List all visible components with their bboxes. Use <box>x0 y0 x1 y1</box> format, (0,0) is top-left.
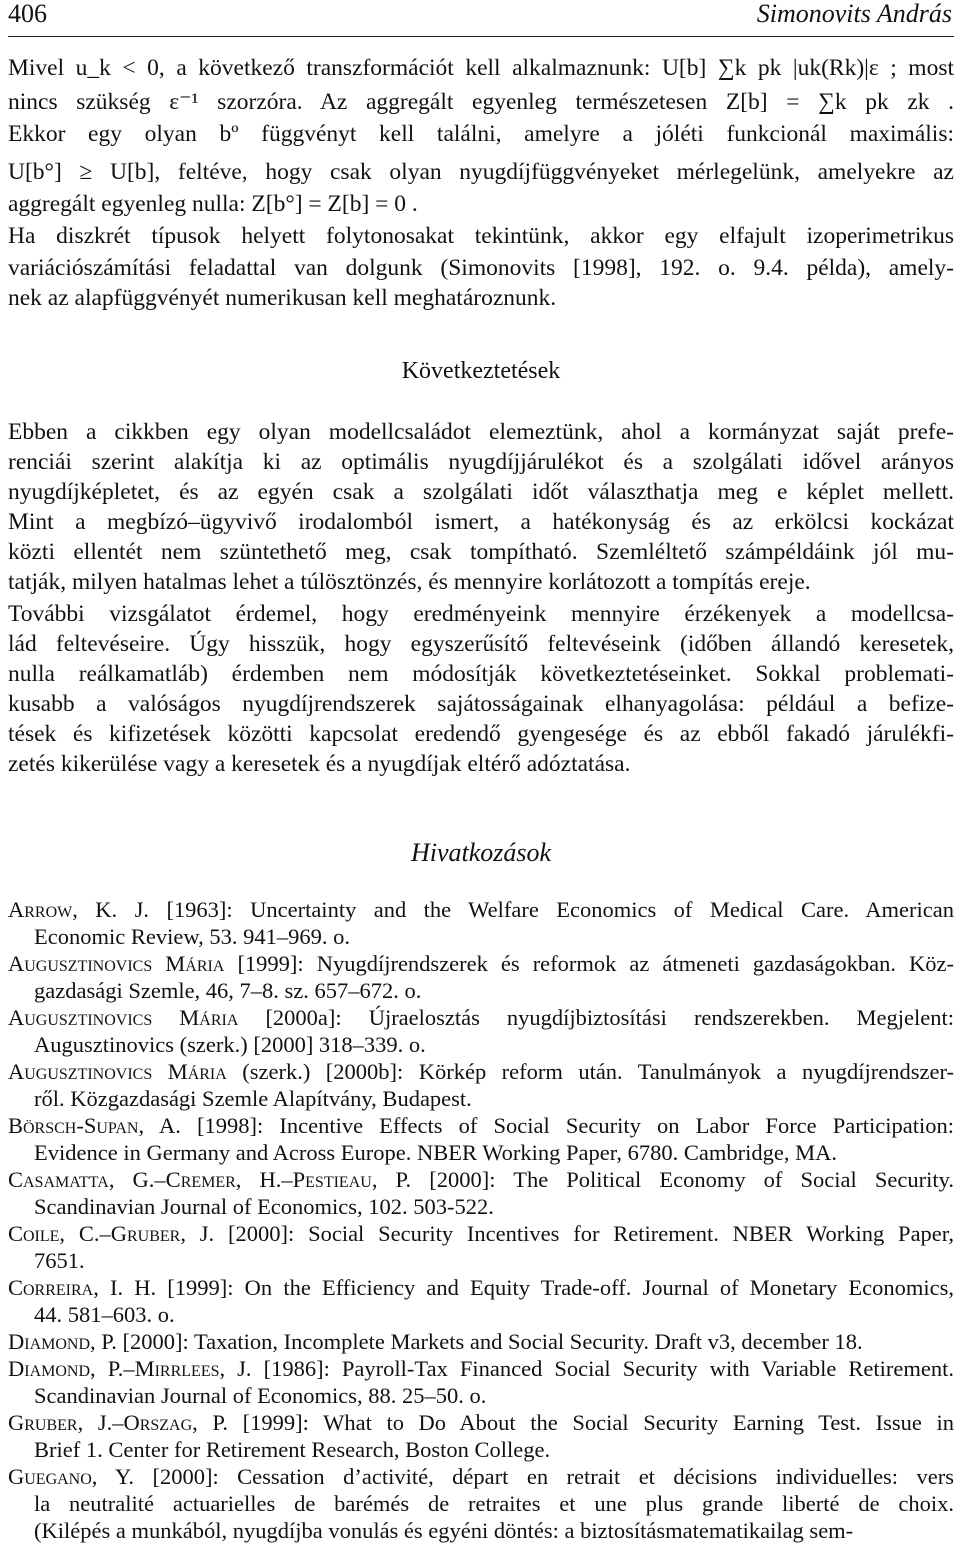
reference-author: Augusztinovics Mária <box>8 1059 227 1084</box>
page-header <box>8 0 954 37</box>
reference-first-line <box>8 1274 954 1302</box>
reference-text: Brief 1. Center for Retirement Research, Boston College. <box>34 1437 551 1462</box>
reference-text: [1999]: On the Efficiency and Equity Trade-off. Journal of Monetary Economics, <box>167 1275 954 1300</box>
reference-text: [2000a]: Újraelosztás nyugdíjbiztosítási rendszerekben. Megjelent: <box>265 1005 954 1030</box>
reference-author: Augusztinovics Mária <box>8 951 225 976</box>
text-line: Mint a megbízó–ügyvivő irodalomból ismert, a hatékonyság és az erkölcsi kockázat <box>8 509 954 535</box>
reference-text: (szerk.) [2000b]: Körkép reform után. Tanulmányok a nyugdíjrendszer- <box>242 1059 954 1084</box>
reference-first-line <box>8 1004 954 1032</box>
text-line: nincs szükség ε⁻¹ szorzóra. Az aggregált egyenleg természetesen Z[b] = ∑k pk zk . <box>8 89 954 115</box>
reference-continuation-line <box>34 1436 954 1464</box>
text-line: zetés kikerülése vagy a keresetek és a nyugdíjak eltérő adóztatása. <box>8 751 631 777</box>
reference-author: Arrow, K. J. <box>8 897 149 922</box>
reference-first-line <box>8 950 954 978</box>
reference-text: la neutralité actuarielles de barémés de retraites et une plus grande liberté de choix. <box>34 1491 954 1516</box>
text-line: tések és kifizetések közötti kapcsolat eredendő gyengesége és az ebből fakadó járulékfi- <box>8 721 954 747</box>
reference-author: Correira, I. H. <box>8 1275 157 1300</box>
reference-author: Diamond, P. <box>8 1329 117 1354</box>
reference-first-line <box>8 1220 954 1248</box>
text-line: További vizsgálatot érdemel, hogy eredményeink mennyire érzékenyek a modellcsa- <box>8 601 954 627</box>
reference-text: (Kilépés a munkából, nyugdíjba vonulás és egyéni döntés: a biztosításmatematikailag sem- <box>34 1518 854 1543</box>
section-title-references: Hivatkozások <box>410 838 552 867</box>
text-line: nek az alapfüggvényét numerikusan kell meghatároznunk. <box>8 285 557 311</box>
text-line: Ekkor egy olyan bº függvényt kell találni, amelyre a jóléti funkcionál maximális: <box>8 121 954 147</box>
text-line: nyugdíjképletet, és az egyén csak a szolgálati időt választhatja meg e képlet mellett. <box>8 479 954 505</box>
reference-text: gazdasági Szemle, 46, 7–8. sz. 657–672. o. <box>34 978 422 1003</box>
reference-continuation-line <box>34 1193 954 1221</box>
reference-first-line <box>8 1355 954 1383</box>
text-line: kusabb a valóságos nyugdíjrendszerek sajátosságainak elhanyagolása: például a befize- <box>8 691 954 717</box>
reference-author: Coile, C.–Gruber, J. <box>8 1221 215 1246</box>
section-title-conclusions: Következtetések <box>401 358 561 384</box>
text-line: aggregált egyenleg nulla: Z[b°] = Z[b] = 0 . <box>8 191 418 217</box>
reference-continuation-line <box>34 977 954 1005</box>
reference-continuation-line <box>34 923 954 951</box>
reference-continuation-line <box>34 1085 954 1113</box>
reference-text: [2000]: The Political Economy of Social Security. <box>429 1167 954 1192</box>
running-author: Simonovits András <box>756 0 952 28</box>
reference-author: Augusztinovics Mária <box>8 1005 239 1030</box>
reference-text: [1999]: Nyugdíjrendszerek és reformok az átmeneti gazdaságokban. Köz- <box>237 951 954 976</box>
text-line: nulla reálkamatláb) érdemben nem módosítják következtetéseinket. Sokkal problemati- <box>8 661 954 687</box>
reference-text: Evidence in Germany and Across Europe. NBER Working Paper, 6780. Cambridge, MA. <box>34 1140 837 1165</box>
text-line: lád feltevéseire. Úgy hisszük, hogy egyszerűsítő feltevéseink (időben állandó keresetek, <box>8 631 954 657</box>
reference-continuation-line <box>34 1490 954 1518</box>
reference-text: [2000]: Social Security Incentives for Retirement. NBER Working Paper, <box>228 1221 955 1246</box>
reference-text: [2000]: Cessation d’activité, départ en retrait et décisions individuelles: vers <box>152 1464 955 1489</box>
reference-text: 44. 581–603. o. <box>34 1302 175 1327</box>
text-line: tatják, milyen hatalmas lehet a túlösztönzés, és mennyire korlátozott a tompítás ereje. <box>8 569 811 595</box>
reference-first-line <box>8 1328 954 1356</box>
reference-text: [1986]: Payroll-Tax Financed Social Security with Variable Retirement. <box>263 1356 954 1381</box>
text-line: közti ellentét nem szüntethető meg, csak tompítható. Szemléltető számpéldáink jól mu- <box>8 539 954 565</box>
reference-author: Guegano, Y. <box>8 1464 135 1489</box>
reference-text: 7651. <box>34 1248 85 1273</box>
reference-text: Augusztinovics (szerk.) [2000] 318–339. o. <box>34 1032 426 1057</box>
reference-text: Scandinavian Journal of Economics, 102. 503-522. <box>34 1194 494 1219</box>
reference-text: [1999]: What to Do About the Social Security Earning Test. Issue in <box>242 1410 955 1435</box>
reference-first-line <box>8 1166 954 1194</box>
reference-first-line <box>8 896 954 924</box>
reference-continuation-line <box>34 1139 954 1167</box>
reference-continuation-line <box>34 1301 954 1329</box>
reference-author: Casamatta, G.–Cremer, H.–Pestieau, P. <box>8 1167 412 1192</box>
reference-continuation-line <box>34 1382 954 1410</box>
text-line: Mivel u_k < 0, a következő transzformációt kell alkalmaznunk: U[b] ∑k pk |uk(Rk)|ε ; most <box>8 55 954 81</box>
reference-first-line <box>8 1112 954 1140</box>
reference-author: Gruber, J.–Orszag, P. <box>8 1410 229 1435</box>
text-line: U[b°] ≥ U[b], feltéve, hogy csak olyan nyugdíjfüggvényeket mérlegelünk, amelyekre az <box>8 159 954 185</box>
reference-first-line <box>8 1463 954 1491</box>
text-line: Ebben a cikkben egy olyan modellcsaládot elemeztünk, ahol a kormányzat saját prefe- <box>8 419 954 445</box>
reference-first-line <box>8 1409 954 1437</box>
reference-text: [2000]: Taxation, Incomplete Markets and Social Security. Draft v3, december 18. <box>122 1329 863 1354</box>
reference-text: ről. Közgazdasági Szemle Alapítvány, Budapest. <box>34 1086 472 1111</box>
reference-text: Scandinavian Journal of Economics, 88. 25–50. o. <box>34 1383 487 1408</box>
text-line: renciái szerint alakítja ki az optimális nyugdíjjárulékot és a szolgálati idővel arányos <box>8 449 954 475</box>
reference-continuation-line <box>34 1031 954 1059</box>
reference-author: Diamond, P.–Mirrlees, J. <box>8 1356 252 1381</box>
reference-text: [1998]: Incentive Effects of Social Security on Labor Force Participation: <box>196 1113 955 1138</box>
reference-continuation-line <box>34 1517 954 1545</box>
reference-text: Economic Review, 53. 941–969. o. <box>34 924 350 949</box>
text-line: variációszámítási feladattal van dolgunk (Simonovits [1998], 192. o. 9.4. példa), amely- <box>8 255 954 281</box>
reference-text: [1963]: Uncertainty and the Welfare Economics of Medical Care. American <box>166 897 954 922</box>
text-line: Ha diszkrét típusok helyett folytonosakat tekintünk, akkor egy elfajult izoperimetrikus <box>8 223 954 249</box>
reference-first-line <box>8 1058 954 1086</box>
page-number: 406 <box>8 0 47 28</box>
reference-author: Börsch-Supan, A. <box>8 1113 181 1138</box>
reference-continuation-line <box>34 1247 954 1275</box>
